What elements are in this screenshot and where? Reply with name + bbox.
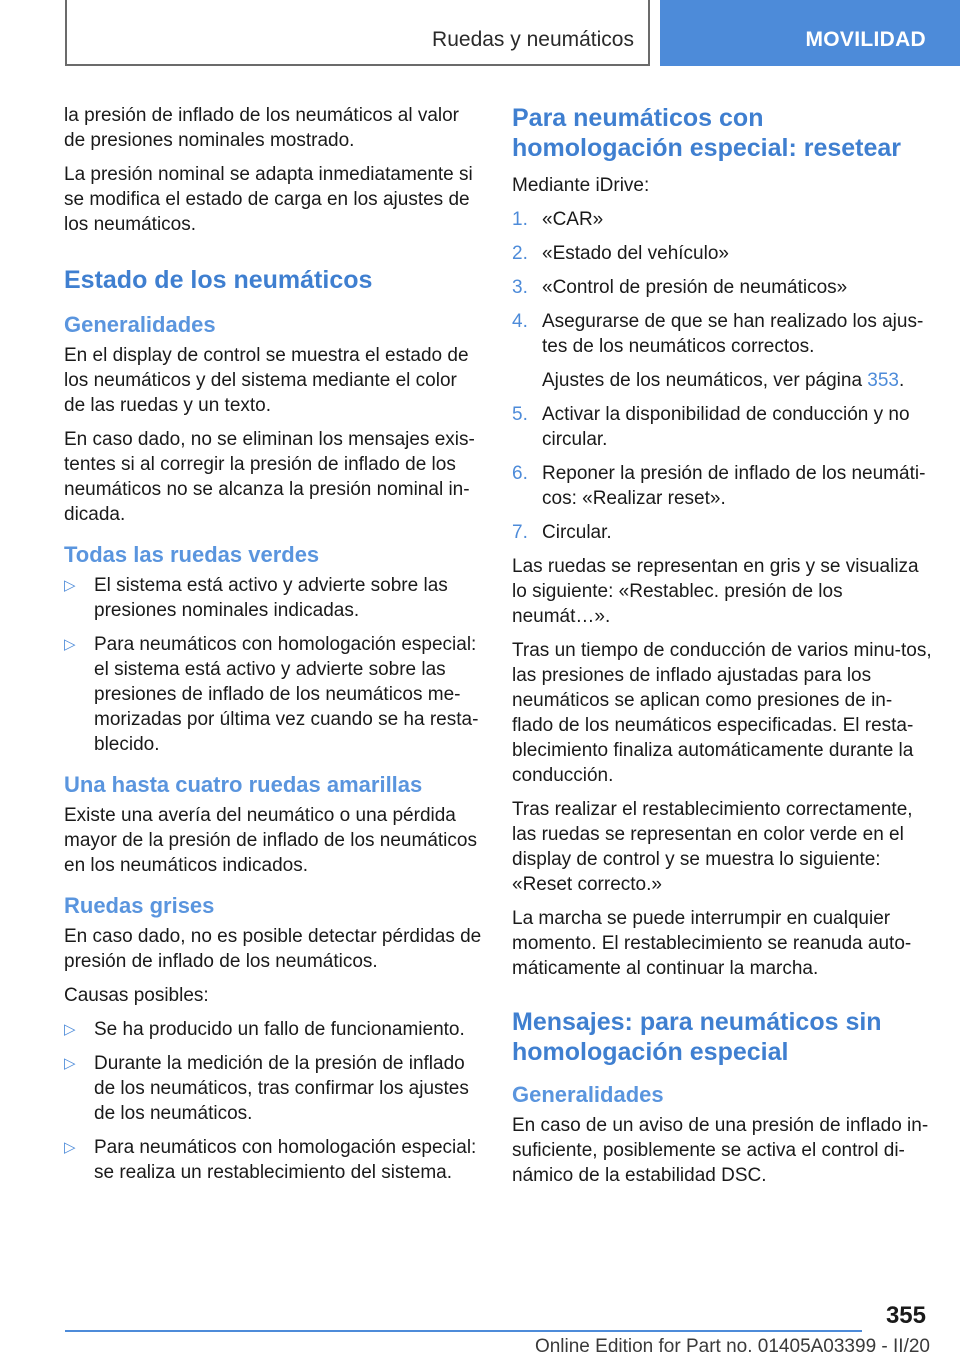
step-item: 3. «Control de presión de neumáticos» <box>512 277 848 298</box>
triangle-bullet-icon: ▷ <box>64 636 76 653</box>
heading-estado-neumaticos: Estado de los neumáticos <box>64 266 373 294</box>
cross-reference: Ajustes de los neumáticos, ver página 353. <box>542 370 905 391</box>
list-ruedas-verdes <box>64 573 482 757</box>
subheading-ruedas-grises: Ruedas grises <box>64 893 215 918</box>
heading-mensajes: Mensajes: para neumáticos sin homologación especial <box>512 1008 882 1066</box>
paragraph: En el display de control se muestra el estado de los neumáticos y del sistema mediante el color de las ruedas y un texto. <box>64 345 469 416</box>
step-item: 2. «Estado del vehículo» <box>512 243 729 264</box>
triangle-bullet-icon: ▷ <box>64 1021 76 1038</box>
paragraph: La marcha se puede interrumpir en cualquier momento. El restablecimiento se reanuda auto-máticamente al continuar la marcha. <box>512 908 912 979</box>
page-link[interactable]: 353 <box>867 370 899 391</box>
paragraph: En caso de un aviso de una presión de inflado in-suficiente, posiblemente se activa el control di-námico de la estabilidad DSC. <box>512 1115 929 1186</box>
triangle-bullet-icon: ▷ <box>64 1139 76 1156</box>
paragraph: La presión nominal se adapta inmediatamente si se modifica el estado de carga en los ajustes de los neumáticos. <box>64 164 473 235</box>
reset-steps-list <box>512 207 932 545</box>
right-column <box>512 103 932 1197</box>
page-number: 355 <box>885 1302 926 1329</box>
paragraph: Existe una avería del neumático o una pérdida mayor de la presión de inflado de los neumáticos en los neumáticos indicados. <box>64 805 477 876</box>
step-item: 4. Asegurarse de que se han realizado los ajus-tes de los neumáticos correctos. Ajustes de los neumáticos, ver página 353. <box>512 309 932 393</box>
paragraph: Mediante iDrive: <box>512 175 650 196</box>
list-item: ▷ Durante la medición de la presión de inflado de los neumáticos, tras confirmar los ajustes de los neumáticos. <box>64 1053 469 1124</box>
subheading-ruedas-amarillas: Una hasta cuatro ruedas amarillas <box>64 772 423 797</box>
header-section-frame <box>65 0 650 66</box>
subheading-generalidades: Generalidades <box>64 312 216 337</box>
footer-edition: Online Edition for Part no. 01405A03399 - II/20 <box>534 1336 930 1357</box>
paragraph: la presión de inflado de los neumáticos al valor de presiones nominales mostrado. <box>64 105 460 151</box>
chapter-tab-label: MOVILIDAD <box>805 28 926 51</box>
triangle-bullet-icon: ▷ <box>64 577 76 594</box>
paragraph: En caso dado, no es posible detectar pérdidas de presión de inflado de los neumáticos. <box>64 926 482 972</box>
paragraph: Las ruedas se representan en gris y se visualiza lo siguiente: «Restablec. presión de los neumát…». <box>512 556 919 627</box>
list-item: ▷ Para neumáticos con homologación especial: se realiza un restablecimiento del sistema. <box>64 1137 477 1183</box>
heading-reset: Para neumáticos con homologación especial: resetear <box>512 104 902 162</box>
list-item: ▷ Para neumáticos con homologación especial: el sistema está activo y advierte sobre las presiones de inflado de los neumáticos me-morizadas por última vez cuando se ha resta-blecido. <box>64 634 479 755</box>
footer-divider <box>65 1330 862 1332</box>
subheading-ruedas-verdes: Todas las ruedas verdes <box>64 542 320 567</box>
list-ruedas-grises <box>64 1017 482 1185</box>
list-item: ▷ El sistema está activo y advierte sobre las presiones nominales indicadas. <box>64 575 448 621</box>
step-item: 1. «CAR» <box>512 209 604 230</box>
left-column <box>64 103 482 1194</box>
step-item: 5. Activar la disponibilidad de conducción y no circular. <box>512 404 910 450</box>
chapter-tab[interactable] <box>660 0 960 66</box>
paragraph: Causas posibles: <box>64 985 209 1006</box>
step-item: 7. Circular. <box>512 522 612 543</box>
paragraph: En caso dado, no se eliminan los mensajes exis-tentes si al corregir la presión de inflado de los neumáticos no se alcanza la presión nominal in-dicada. <box>64 429 475 525</box>
list-item: ▷ Se ha producido un fallo de funcionamiento. <box>64 1019 465 1040</box>
paragraph: Tras un tiempo de conducción de varios minu-tos, las presiones de inflado ajustadas para los neumáticos se aplican como presiones de in-flado de los neumáticos especificadas. El resta-blecimiento finaliza automáticamente durante la conducción. <box>512 640 932 786</box>
section-title: Ruedas y neumáticos <box>432 28 634 51</box>
paragraph: Tras realizar el restablecimiento correctamente, las ruedas se representan en color verde en el display de control y se muestra lo siguiente: «Reset correcto.» <box>512 799 913 895</box>
triangle-bullet-icon: ▷ <box>64 1055 76 1072</box>
subheading-generalidades-2: Generalidades <box>512 1082 664 1107</box>
step-item: 6. Reponer la presión de inflado de los neumáti-cos: «Realizar reset». <box>512 463 926 509</box>
